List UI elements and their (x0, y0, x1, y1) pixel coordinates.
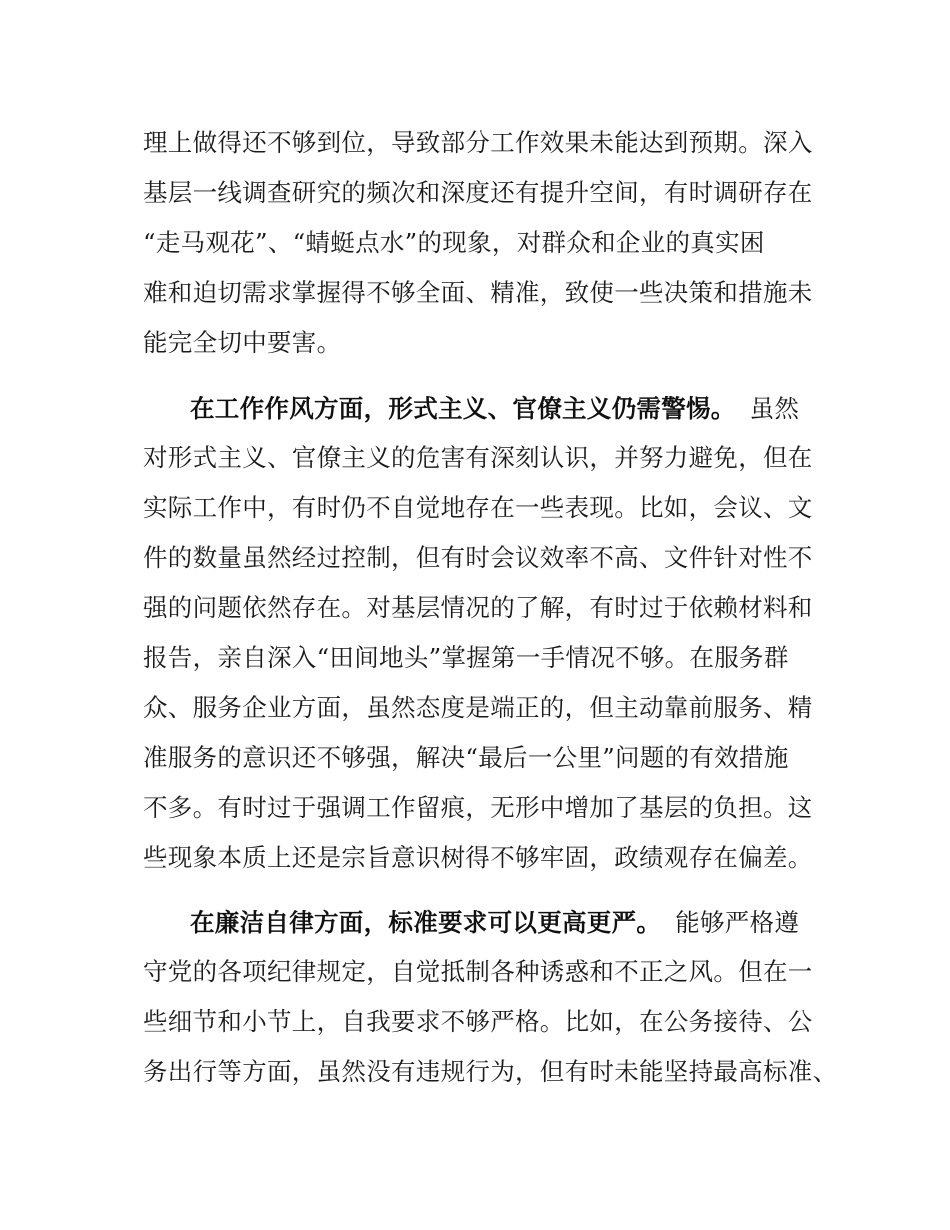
text-line: 众、服务企业方面，虽然态度是端正的，但主动靠前服务、精 (143, 693, 813, 722)
text-line: 报告，亲自深入“田间地头”掌握第一手情况不够。在服务群 (143, 643, 789, 672)
text-line: 务出行等方面，虽然没有违规行为，但有时未能坚持最高标准、 (143, 1057, 838, 1086)
text-line: “走马观花”、“蜻蜓点水”的现象，对群众和企业的真实困 (143, 228, 765, 257)
paragraph-first-line (190, 394, 870, 424)
text-line: 些细节和小节上，自我要求不够严格。比如，在公务接待、公 (143, 1007, 813, 1036)
section-heading-work-style: 在工作作风方面，形式主义、官僚主义仍需警惕。 (190, 394, 736, 423)
text-line: 准服务的意识还不够强，解决“最后一公里”问题的有效措施 (143, 743, 789, 772)
text-line: 些现象本质上还是宗旨意识树得不够牢固，政绩观存在偏差。 (143, 843, 813, 872)
text-line: 对形式主义、官僚主义的危害有深刻认识，并努力避免，但在 (143, 443, 813, 472)
text-line: 实际工作中，有时仍不自觉地存在一些表现。比如，会议、文 (143, 493, 813, 522)
text-line: 能完全切中要害。 (143, 328, 342, 357)
section-heading-integrity: 在廉洁自律方面，标准要求可以更高更严。 (190, 908, 662, 937)
text-line: 理上做得还不够到位，导致部分工作效果未能达到预期。深入 (143, 128, 813, 157)
text-line: 难和迫切需求掌握得不够全面、精准，致使一些决策和措施未 (143, 278, 813, 307)
text-line: 件的数量虽然经过控制，但有时会议效率不高、文件针对性不 (143, 543, 813, 572)
text-run: 虽然 (749, 394, 800, 423)
paragraph-first-line (190, 908, 870, 938)
text-line: 强的问题依然存在。对基层情况的了解，有时过于依赖材料和 (143, 593, 813, 622)
text-line: 基层一线调查研究的频次和深度还有提升空间，有时调研存在 (143, 178, 813, 207)
text-run: 能够严格遵 (675, 908, 800, 937)
text-line: 守党的各项纪律规定，自觉抵制各种诱惑和不正之风。但在一 (143, 957, 813, 986)
text-line: 不多。有时过于强调工作留痕，无形中增加了基层的负担。这 (143, 793, 813, 822)
